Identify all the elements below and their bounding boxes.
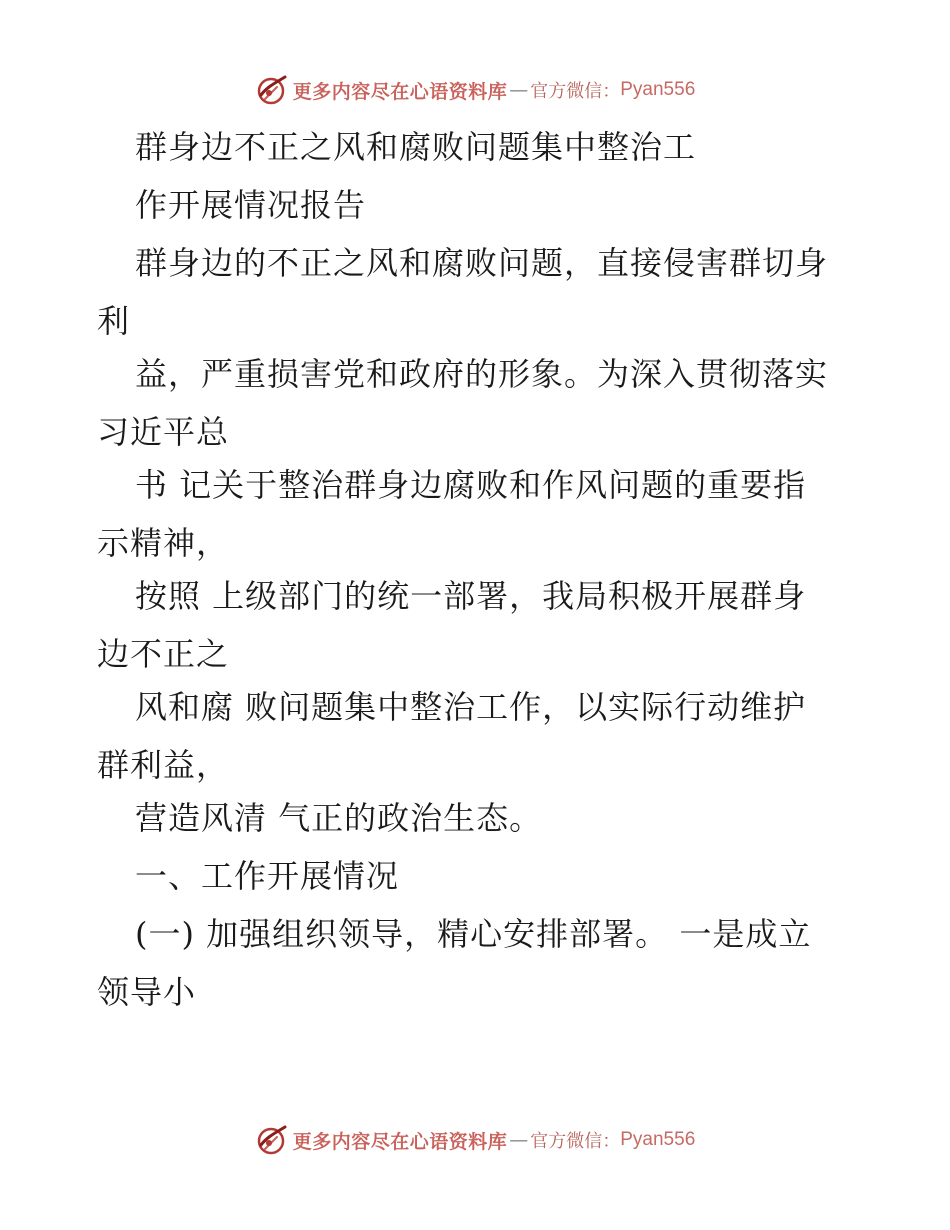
section-heading: 一、工作开展情况: [135, 857, 400, 895]
paragraph-line: 领导小: [97, 973, 197, 1011]
paragraph-line: 群利益，: [97, 746, 230, 784]
banner-wechat-id: Pyan556: [620, 79, 696, 100]
paragraph-line: 群身边的不正之风和腐败问题，直接侵害群切身: [135, 244, 829, 282]
banner-main-text: 更多内容尽在心语资料库: [292, 1130, 508, 1153]
header-watermark-banner: [0, 70, 950, 110]
paragraph-line: 示精神，: [97, 524, 230, 562]
brush-logo-icon: [255, 1123, 289, 1157]
title-line-1: 群身边不正之风和腐败问题集中整治工: [135, 128, 697, 166]
paragraph-line: 营造风清 气正的政治生态。: [135, 799, 543, 837]
brush-logo-icon: [255, 73, 289, 107]
banner-wechat-label: 官方微信：: [530, 81, 621, 102]
banner-dash: —: [509, 1129, 529, 1151]
title-line-2: 作开展情况报告: [135, 186, 367, 224]
banner-wechat-label: 官方微信：: [530, 1131, 621, 1152]
banner-wechat-id: Pyan556: [620, 1129, 696, 1150]
paragraph-line: 益，严重损害党和政府的形象。为深入贯彻落实: [135, 355, 829, 393]
paragraph-line: 风和腐 败问题集中整治工作，以实际行动维护: [135, 688, 807, 726]
subsection-line: (一) 加强组织领导，精心安排部署。 一是成立: [135, 915, 812, 953]
banner-main-text: 更多内容尽在心语资料库: [292, 80, 508, 103]
document-body: [97, 125, 867, 1023]
paragraph-line: 边不正之: [97, 635, 230, 673]
footer-watermark-banner: [0, 1120, 950, 1160]
paragraph-line: 利: [97, 302, 131, 340]
paragraph-line: 书 记关于整治群身边腐败和作风问题的重要指: [135, 466, 807, 504]
banner-dash: —: [509, 79, 529, 101]
paragraph-line: 按照 上级部门的统一部署，我局积极开展群身: [135, 577, 807, 615]
paragraph-line: 习近平总: [97, 413, 230, 451]
